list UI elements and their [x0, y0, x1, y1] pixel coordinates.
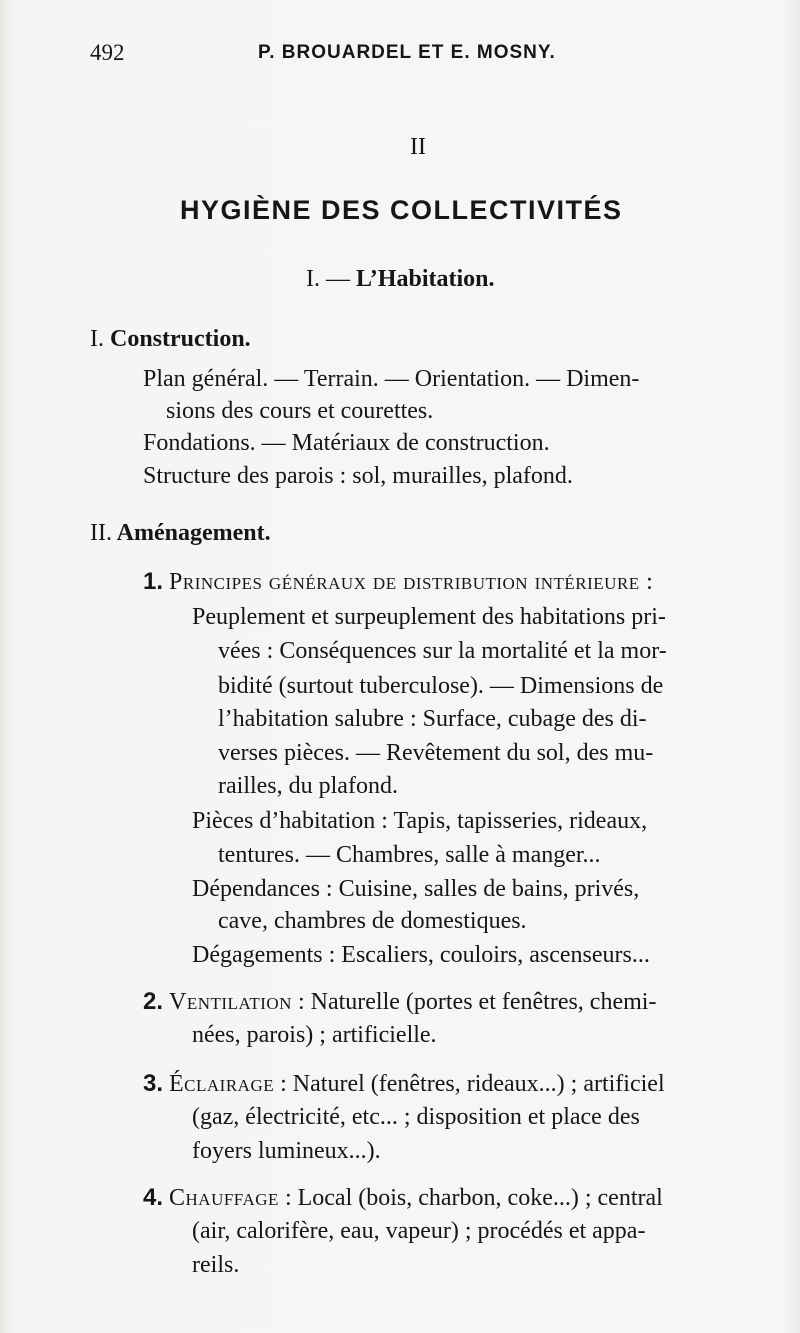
text-line: Peuplement et surpeuplement des habitations pri-: [192, 604, 666, 630]
item-number: 1.: [143, 568, 164, 595]
text-line: cave, chambres de domestiques.: [218, 908, 527, 934]
text-line: foyers lumineux...).: [192, 1138, 381, 1164]
chapter-title: [306, 266, 494, 293]
item-number: 4.: [143, 1184, 164, 1211]
item-text: : Naturel (fenêtres, rideaux...) ; artificiel: [280, 1071, 665, 1097]
chapter-name: L’Habitation.: [356, 266, 495, 292]
text-line: tentures. — Chambres, salle à manger...: [218, 842, 601, 868]
item-label: Principes généraux de distribution intérieure :: [169, 569, 654, 595]
chapter-number: I. —: [306, 266, 350, 292]
heading-numeral: II.: [90, 520, 112, 546]
text-line: sions des cours et courettes.: [166, 398, 434, 424]
running-header-authors: P. BROUARDEL ET E. MOSNY.: [258, 42, 556, 63]
item-label: Éclairage: [169, 1071, 275, 1097]
heading-text: Construction.: [110, 326, 251, 352]
text-line: nées, parois) ; artificielle.: [192, 1022, 437, 1048]
text-line: [143, 366, 760, 393]
text-line: Dépendances : Cuisine, salles de bains, privés,: [192, 876, 640, 902]
text-line: bidité (surtout tuberculose). — Dimensions de: [218, 673, 664, 699]
text-line: verses pièces. — Revêtement du sol, des mu-: [218, 740, 654, 766]
text-line: Structure des parois : sol, murailles, plafond.: [143, 463, 573, 489]
text-line-content: Plan général. — Terrain. — Orientation. — Dimen-: [143, 366, 640, 392]
text-line: railles, du plafond.: [218, 773, 398, 799]
item-label: Ventilation: [169, 989, 292, 1015]
item-eclairage: [143, 1070, 665, 1098]
item-number: 3.: [143, 1070, 164, 1097]
item-text: : Local (bois, charbon, coke...) ; central: [284, 1185, 663, 1211]
item-chauffage: [143, 1184, 663, 1212]
heading-numeral: I.: [90, 326, 104, 352]
text-line: reils.: [192, 1252, 240, 1278]
item-number: 2.: [143, 988, 164, 1015]
heading-construction: [90, 326, 251, 353]
page-number: 492: [90, 40, 125, 65]
item-ventilation: [143, 988, 656, 1016]
text-line: vées : Conséquences sur la mortalité et la mor-: [218, 638, 667, 664]
item-text: : Naturelle (portes et fenêtres, chemi-: [297, 989, 657, 1015]
section-title: HYGIÈNE DES COLLECTIVITÉS: [180, 195, 623, 225]
text-line: Pièces d’habitation : Tapis, tapisseries, rideaux,: [192, 808, 648, 834]
text-line: Fondations. — Matériaux de construction.: [143, 430, 550, 456]
heading-amenagement: [90, 520, 271, 547]
part-number: II: [410, 134, 426, 160]
item-label: Chauffage: [169, 1185, 279, 1211]
heading-text: Aménagement.: [116, 520, 271, 546]
text-line: l’habitation salubre : Surface, cubage des di-: [218, 706, 647, 732]
text-line: Dégagements : Escaliers, couloirs, ascenseurs...: [192, 942, 650, 968]
item-principes-heading: [143, 568, 653, 596]
text-line: (air, calorifère, eau, vapeur) ; procédés et appa-: [192, 1218, 646, 1244]
text-line: (gaz, électricité, etc... ; disposition et place des: [192, 1104, 640, 1130]
